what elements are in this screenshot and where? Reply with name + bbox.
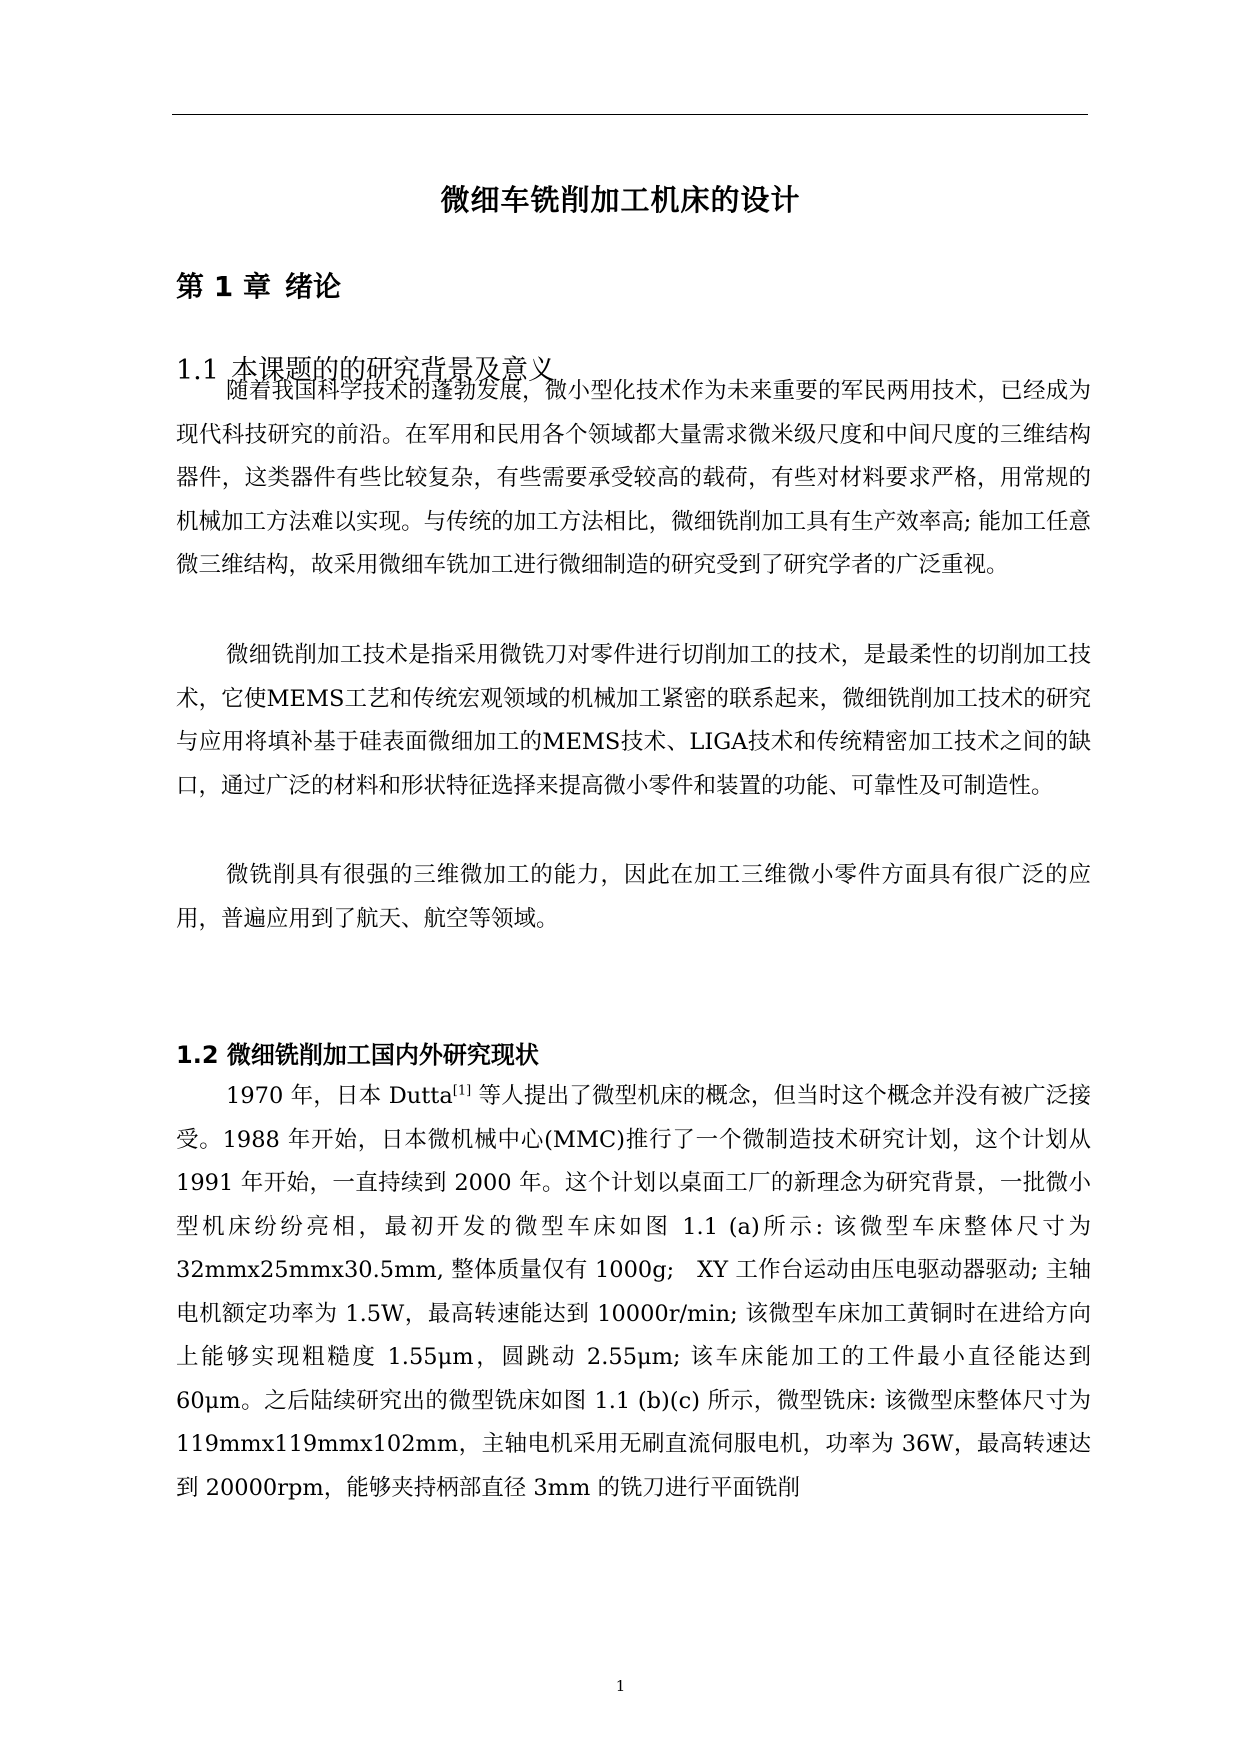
header-rule bbox=[172, 114, 1088, 115]
section-heading-1-2: 1.2 微细铣削加工国内外研究现状 bbox=[176, 1041, 539, 1069]
paragraph-background-3: 微铣削具有很强的三维微加工的能力，因此在加工三维微小零件方面具有很广泛的应用，普遍应用到了航天、航空等领域。 bbox=[176, 862, 1091, 932]
citation-reference: [1] bbox=[452, 1083, 472, 1099]
document-title: 微细车铣削加工机床的设计 bbox=[440, 183, 801, 217]
paragraph-text-start: 1970 年，日本 Dutta bbox=[226, 1083, 453, 1109]
section-number: 1.1 bbox=[176, 355, 219, 386]
chapter-heading bbox=[176, 265, 341, 305]
chapter-title: 绪论 bbox=[284, 270, 341, 303]
chapter-number: 第 1 章 bbox=[176, 270, 271, 303]
paragraph-research-status bbox=[176, 1075, 1091, 1510]
section-title: 本课题的的研究背景及意义 bbox=[230, 355, 555, 386]
paragraph-text-rest: 等人提出了微型机床的概念，但当时这个概念并没有被广泛接受。1988 年开始，日本微机械中心(MMC)推行了一个微制造技术研究计划，这个计划从 1991 年开始，一直持续到 2000 年。这个计划以桌面工厂的新理念为研究背景，一批微小型机床纷纷亮相，最初开发的微型车床如图 1.1 (a)所示: 该微型车床整体尺寸为 32mmx25mmx30.5mm, 整体质量仅有 1000g; XY 工作台运动由压电驱动器驱动; 主轴电机额定功率为 1.5W，最高转速能达到 10000r/min; 该微型车床加工黄铜时在进给方向上能够实现粗糙度 1.55μm，圆跳动 2.55μm; 该车床能加工的工件最小直径能达到 60μm。之后陆续研究出的微型铣床如图 1.1 (b)(c) 所示，微型铣床: 该微型床整体尺寸为 119mmx119mmx102mm，主轴电机采用无刷直流伺服电机，功率为 36W，最高转速达到 20000rpm，能够夹持柄部直径 3mm 的铣刀进行平面铣削 bbox=[176, 1083, 1092, 1501]
paragraph-background-2: 微细铣削加工技术是指采用微铣刀对零件进行切削加工的技术，是最柔性的切削加工技术，它使MEMS工艺和传统宏观领域的机械加工紧密的联系起来，微细铣削加工技术的研究与应用将填补基于硅表面微细加工的MEMS技术、LIGA技术和传统精密加工技术之间的缺口，通过广泛的材料和形状特征选择来提高微小零件和装置的功能、可靠性及可制造性。 bbox=[176, 642, 1091, 799]
paragraph-background-1: 随着我国科学技术的蓬勃发展，微小型化技术作为未来重要的军民两用技术，已经成为现代科技研究的前沿。在军用和民用各个领域都大量需求微米级尺度和中间尺度的三维结构器件，这类器件有些比较复杂，有些需要承受较高的载荷，有些对材料要求严格，用常规的机械加工方法难以实现。与传统的加工方法相比，微细铣削加工具有生产效率高; 能加工任意微三维结构，故采用微细车铣加工进行微细制造的研究受到了研究学者的广泛重视。 bbox=[176, 378, 1091, 578]
page-number: 1 bbox=[615, 1677, 626, 1695]
